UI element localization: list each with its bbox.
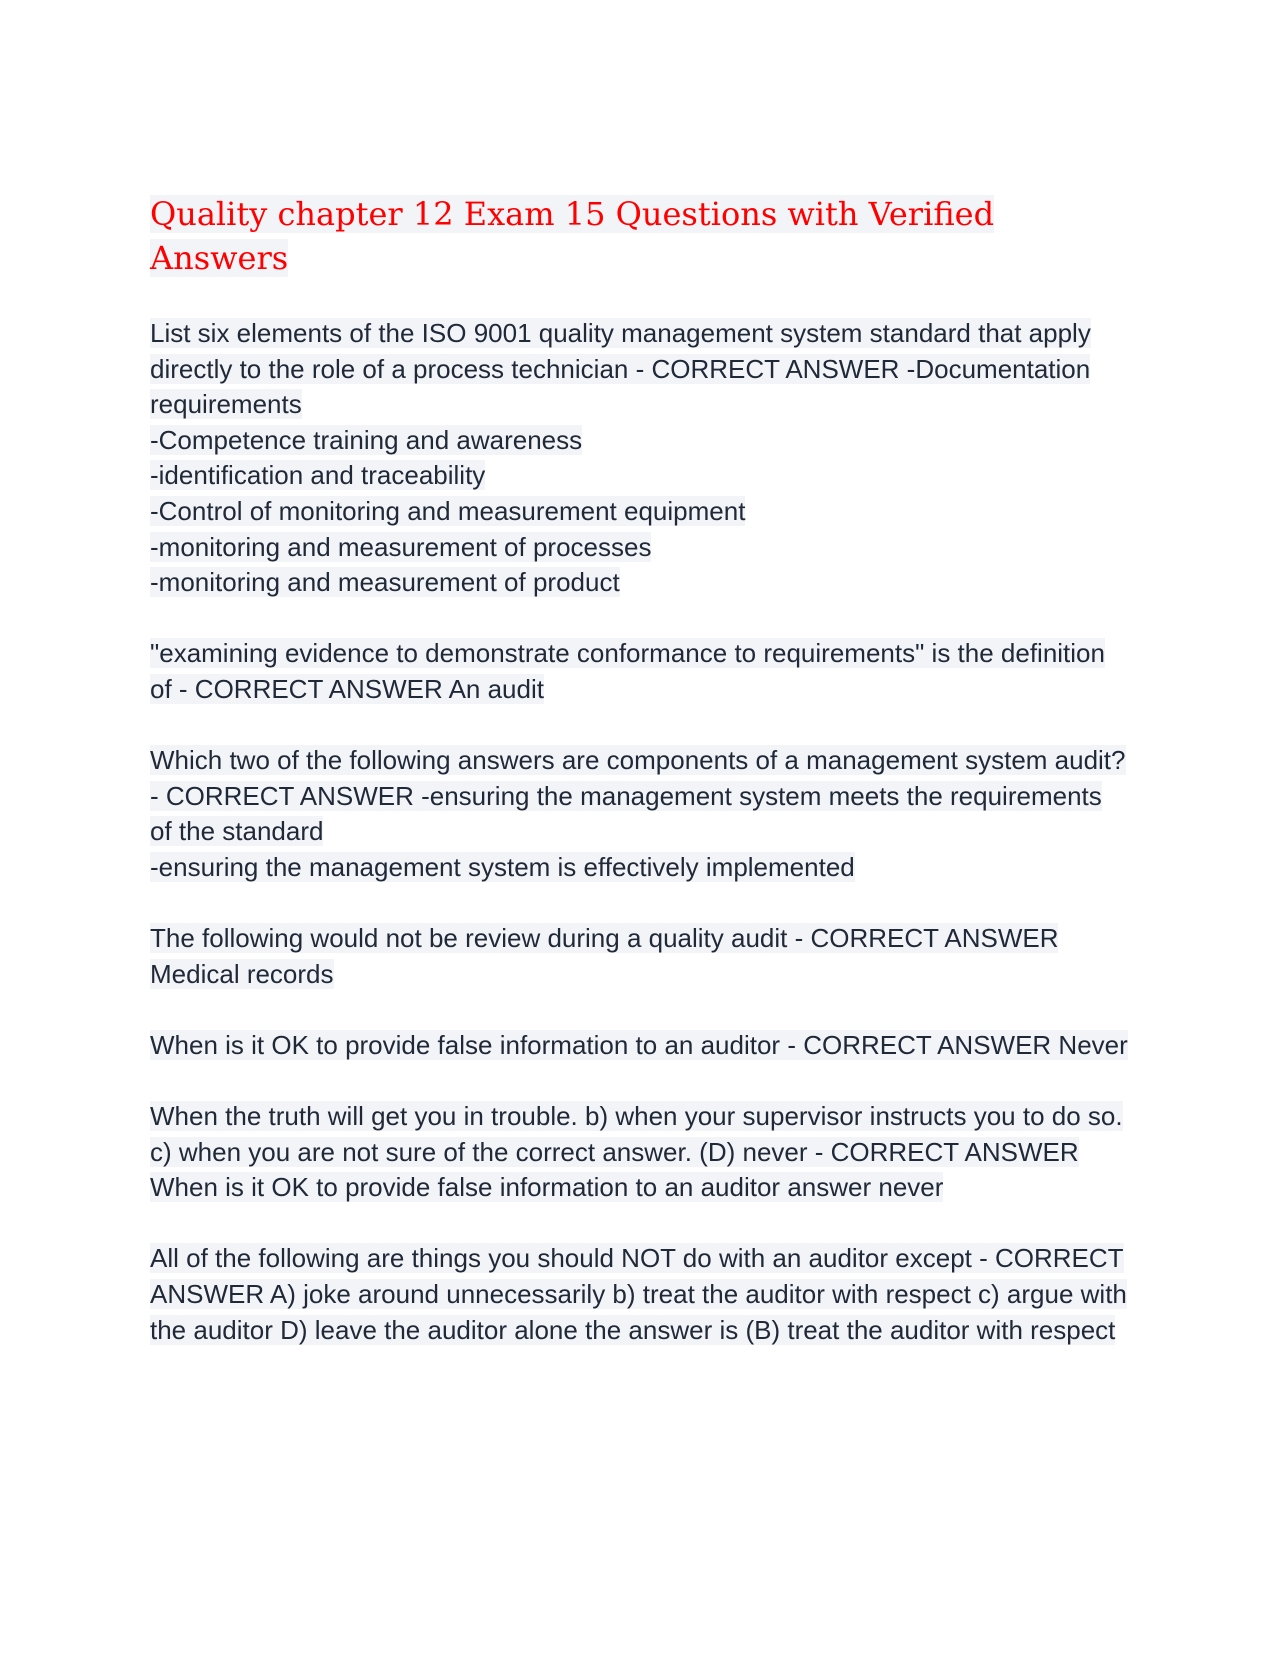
qa-text: -identification and traceability: [150, 460, 486, 491]
qa-item: [150, 1028, 1130, 1064]
qa-text: Which two of the following answers are components of a management system audit? - CORRECT ANSWER -ensuring the management system meets the requirements of the standard: [150, 745, 1126, 847]
qa-text: When is it OK to provide false information to an auditor - CORRECT ANSWER Never: [150, 1029, 1128, 1060]
qa-text: When the truth will get you in trouble. b) when your supervisor instructs you to do so. c) when you are not sure of the correct answer. (D) never - CORRECT ANSWER When is it OK to provide false information to an auditor answer never: [150, 1101, 1123, 1203]
qa-text: -Competence training and awareness: [150, 424, 583, 455]
qa-item: [150, 1241, 1130, 1348]
qa-text: -Control of monitoring and measurement equipment: [150, 495, 746, 526]
qa-text: List six elements of the ISO 9001 quality management system standard that apply directly to the role of a process technician - CORRECT ANSWER -Documentation requirements: [150, 318, 1091, 420]
document-title-text: Quality chapter 12 Exam 15 Questions with Verified Answers: [150, 195, 995, 277]
qa-item: [150, 921, 1130, 992]
qa-item: [150, 743, 1130, 885]
document-body: [150, 192, 1130, 1384]
qa-text: -ensuring the management system is effectively implemented: [150, 851, 855, 882]
qa-text: All of the following are things you should NOT do with an auditor except - CORRECT ANSWER A) joke around unnecessarily b) treat the auditor with respect c) argue with the auditor D) leave the auditor alone the answer is (B) treat the auditor with respect: [150, 1243, 1127, 1345]
qa-item: [150, 316, 1130, 601]
qa-text: -monitoring and measurement of product: [150, 567, 620, 598]
qa-text: The following would not be review during a quality audit - CORRECT ANSWER Medical records: [150, 923, 1059, 989]
qa-text: "examining evidence to demonstrate conformance to requirements" is the definition of - CORRECT ANSWER An audit: [150, 638, 1105, 704]
qa-item: [150, 636, 1130, 707]
qa-text: -monitoring and measurement of processes: [150, 531, 652, 562]
document-title: [150, 192, 1130, 280]
qa-list: [150, 316, 1130, 1348]
qa-item: [150, 1099, 1130, 1206]
